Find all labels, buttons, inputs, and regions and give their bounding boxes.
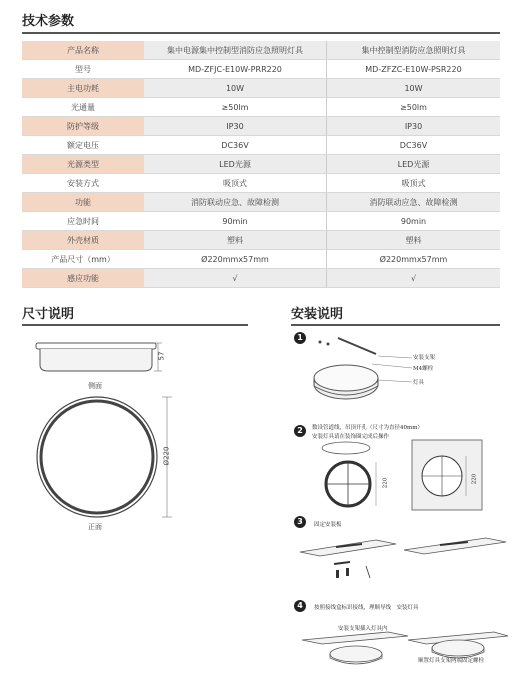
step-3-drawing: [296, 532, 506, 592]
spec-label: 光源类型: [22, 155, 144, 174]
spec-value: 集中控制型消防应急照明灯具: [327, 41, 501, 60]
spec-row: [22, 41, 500, 60]
step-2-text-2: 安装灯具请在装饰圈完成后操作: [312, 434, 390, 440]
spec-row: [22, 212, 500, 231]
spec-row: [22, 117, 500, 136]
spec-value: 消防联动应急、故障检测: [327, 193, 501, 212]
spec-value: MD-ZFZC-E10W-PSR220: [327, 60, 501, 79]
height-dimension-label: 57: [157, 351, 166, 361]
spec-value: Ø220mmx57mm: [327, 250, 501, 269]
step-1-drawing: [308, 334, 508, 414]
diameter-dimension-label: Ø220: [162, 446, 171, 466]
spec-value: 10W: [327, 79, 501, 98]
spec-label: 产品尺寸（mm）: [22, 250, 144, 269]
step-4-caption-right: 顺置灯具支架两端固定螺栓: [418, 658, 485, 664]
spec-value: MD-ZFJC-E10W-PRR220: [144, 60, 327, 79]
spec-label: 功能: [22, 193, 144, 212]
step-4-drawing: [298, 628, 508, 673]
spec-row: [22, 98, 500, 117]
step-1-badge: 1: [294, 332, 306, 344]
spec-row: [22, 155, 500, 174]
step-3-text: 固定安装板: [314, 522, 342, 528]
callout-screw: M4螺栓: [413, 366, 434, 372]
step-2-badge: 2: [294, 425, 306, 437]
spec-label: 防护等级: [22, 117, 144, 136]
spec-label: 感应功能: [22, 269, 144, 288]
side-view-caption: 侧面: [88, 382, 102, 390]
spec-value: Ø220mmx57mm: [144, 250, 327, 269]
spec-value: √: [327, 269, 501, 288]
spec-row: [22, 193, 500, 212]
dimensions-title: 尺寸说明: [22, 307, 75, 322]
spec-title-rule: [22, 32, 500, 34]
spec-row: [22, 79, 500, 98]
spec-label: 光通量: [22, 98, 144, 117]
spec-value: 塑料: [144, 231, 327, 250]
dimensions-title-rule: [22, 324, 248, 326]
spec-label: 主电功耗: [22, 79, 144, 98]
spec-value: LED光源: [327, 155, 501, 174]
spec-label: 型号: [22, 60, 144, 79]
spec-label: 产品名称: [22, 41, 144, 60]
spec-value: 消防联动应急、故障检测: [144, 193, 327, 212]
step-4-text: 按照接线盒标识接线，理顺导线 安装灯具: [314, 605, 419, 611]
spec-value: ≥50lm: [327, 98, 501, 117]
spec-value: 集中电源集中控制型消防应急照明灯具: [144, 41, 327, 60]
step-4-badge: 4: [294, 600, 306, 612]
spec-value: IP30: [144, 117, 327, 136]
spec-value: LED光源: [144, 155, 327, 174]
spec-row: [22, 136, 500, 155]
spec-value: 吸顶式: [144, 174, 327, 193]
install-title-rule: [291, 324, 500, 326]
spec-value: ≥50lm: [144, 98, 327, 117]
spec-value: DC36V: [327, 136, 501, 155]
spec-row: [22, 174, 500, 193]
step-2-dimension-left: 220: [382, 477, 389, 489]
spec-label: 外壳材质: [22, 231, 144, 250]
step-3-badge: 3: [294, 516, 306, 528]
spec-value: IP30: [327, 117, 501, 136]
front-view-drawing: [30, 395, 180, 520]
spec-value: √: [144, 269, 327, 288]
step-2-dimension-right: 220: [471, 473, 478, 485]
spec-row: [22, 250, 500, 269]
spec-table: [22, 41, 500, 288]
spec-row: [22, 60, 500, 79]
front-view-caption: 正面: [88, 523, 102, 531]
spec-value: 10W: [144, 79, 327, 98]
spec-label: 额定电压: [22, 136, 144, 155]
step-2-text: 数设管道线，吊顶开孔（尺寸为直径40mm）: [312, 425, 423, 431]
spec-value: 90min: [144, 212, 327, 231]
callout-lamp: 灯具: [413, 380, 425, 386]
step-4-caption-left: 安装支架插入灯具内: [338, 626, 388, 632]
spec-value: 90min: [327, 212, 501, 231]
callout-bracket: 安装支架: [413, 355, 436, 361]
install-title: 安装说明: [291, 307, 344, 322]
spec-value: 塑料: [327, 231, 501, 250]
spec-label: 应急时间: [22, 212, 144, 231]
spec-label: 安装方式: [22, 174, 144, 193]
spec-value: DC36V: [144, 136, 327, 155]
spec-row: [22, 231, 500, 250]
spec-row: [22, 269, 500, 288]
spec-value: 吸顶式: [327, 174, 501, 193]
spec-title: 技术参数: [22, 14, 75, 29]
